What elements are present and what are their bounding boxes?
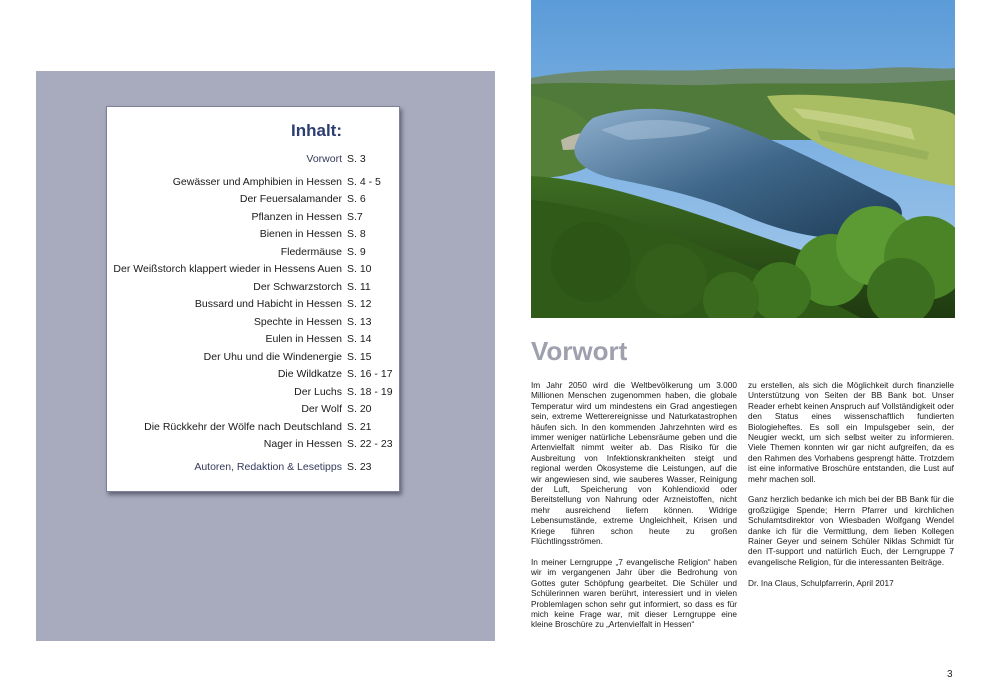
toc-entry-page: S. 6: [347, 193, 366, 205]
toc-entry-title: Pflanzen in Hessen: [251, 211, 342, 223]
toc-entry[interactable]: [107, 401, 401, 417]
toc-entry-page: S. 9: [347, 246, 366, 258]
toc-entry-page: S. 8: [347, 228, 366, 240]
toc-entry-title: Der Feuersalamander: [239, 193, 342, 205]
paragraph: In meiner Lerngruppe „7 evangelische Religion“ haben wir im vergangenen Jahr über die Bedrohung von Gottes guter Schöpfung gearbeitet. Die Schüler und Schülerinnen waren berührt, interessiert und in vielen Problemlagen schon sehr gut informiert, so dass es für mich keine Frage war, mit dieser Lerngruppe eine kleine Broschüre zu „Artenvielfalt in Hessen“: [531, 556, 737, 630]
toc-entry-page: S. 13: [347, 316, 372, 328]
toc-entry-page: S. 4 - 5: [347, 176, 381, 188]
toc-entry-title: Vorwort: [306, 153, 342, 165]
toc-entry-page: S. 14: [347, 333, 372, 345]
toc-entry-page: S. 16 - 17: [347, 368, 393, 380]
toc-entry-title: Fledermäuse: [280, 246, 342, 258]
toc-entry[interactable]: [107, 349, 401, 365]
article-column-1: [531, 380, 737, 640]
toc-entry-title: Nager in Hessen: [263, 438, 342, 450]
toc-entry-title: Autoren, Redaktion & Lesetipps: [194, 461, 342, 473]
toc-entry[interactable]: [107, 296, 401, 312]
toc-entry-title: Der Luchs: [294, 386, 342, 398]
toc-title: Inhalt:: [291, 121, 342, 140]
toc-entry[interactable]: [107, 419, 401, 435]
toc-entry[interactable]: [107, 279, 401, 295]
toc-entry[interactable]: [107, 314, 401, 330]
toc-entry-title: Der Weißstorch klappert wieder in Hessens Auen: [113, 263, 342, 275]
toc-entry[interactable]: [107, 436, 401, 452]
toc-entry-title: Der Wolf: [301, 403, 342, 415]
toc-entry-page: S. 23: [347, 461, 372, 473]
toc-entry-title: Bussard und Habicht in Hessen: [194, 298, 342, 310]
paragraph: zu erstellen, als sich die Möglichkeit durch finanzielle Unterstützung von Seiten der BB Bank bot. Unser Reader erhebt keinen Anspruch auf Vollständigkeit oder den Status eines wissenschaftlich fundierten Biologieheftes. Es soll ein Impulsgeber sein, der Neugier weckt, um sich selbst weiter zu informieren. Viele Themen konnten wir gar nicht aufgreifen, da es den Rahmen des Vorhabens gesprengt hätte. Trotzdem ist eine informative Broschüre entstanden, die Lust auf mehr machen soll.: [748, 380, 954, 484]
toc-entry[interactable]: [107, 261, 401, 277]
toc-entry-title: Eulen in Hessen: [265, 333, 342, 345]
toc-entry[interactable]: [107, 331, 401, 347]
toc-entry[interactable]: [107, 384, 401, 400]
paragraph: Ganz herzlich bedanke ich mich bei der BB Bank für die großzügige Spende; Herrn Pfarrer und kirchlichen Schulamtsdirektor von Wiesbaden Wolfgang Wendel danke ich für die Vermittlung, dem lieben Kollegen Rainer Geyer und seinem Schüler Niklas Schmidt für den IT-support und natürlich Euch, der Lerngruppe 7 evangelische Religion, für die interessanten Beiträge.: [748, 494, 954, 567]
toc-entry-page: S. 3: [347, 153, 366, 165]
paragraph: Im Jahr 2050 wird die Weltbevölkerung um 3.000 Millionen Menschen zugenommen haben, die globale Temperatur wird um mindestens ein Grad angestiegen sein, extreme Wetterereignisse und Naturkatastrophen häufen sich. In den kommenden Jahrzehnten wird es immer weniger natürliche Lebensräume geben und die Artenvielfalt nimmt weiter ab. Das Risiko für die Ausbreitung von Infektionskrankheiten steigt und regional werden Ökosysteme die Leistungen, auf die wir angewiesen sind, wie sauberes Wasser, Reinigung der Luft, Speicherung von Kohlendioxid oder Bereitstellung von Nahrung oder Arzneistoffen, nicht mehr ausreichend liefern können. Widrige Lebensumstände, extreme Ungleichheit, Krisen und Kriege führen schon heute zu großen Flüchtlingsströmen.: [531, 380, 737, 547]
toc-entry[interactable]: [107, 366, 401, 382]
toc-entry-page: S. 15: [347, 351, 372, 363]
toc-entry[interactable]: [107, 459, 401, 475]
toc-entry-page: S. 12: [347, 298, 372, 310]
toc-entry-title: Bienen in Hessen: [259, 228, 342, 240]
toc-entry-page: S. 21: [347, 421, 372, 433]
toc-entry-page: S. 22 - 23: [347, 438, 393, 450]
toc-entry[interactable]: [107, 174, 401, 190]
lake-landscape-photo: [531, 0, 955, 318]
toc-entry-page: S. 20: [347, 403, 372, 415]
toc-entry[interactable]: [107, 244, 401, 260]
table-of-contents: [106, 106, 400, 492]
toc-entry[interactable]: [107, 226, 401, 242]
toc-entry-page: S. 11: [347, 281, 371, 293]
toc-entry-title: Spechte in Hessen: [253, 316, 342, 328]
article-heading: Vorwort: [531, 336, 628, 366]
toc-entry-title: Der Uhu und die Windenergie: [203, 351, 342, 363]
toc-entry-page: S. 10: [347, 263, 372, 275]
toc-entry[interactable]: [107, 209, 401, 225]
toc-entry[interactable]: [107, 151, 401, 167]
toc-entry-page: S.7: [347, 211, 363, 223]
toc-entry-title: Die Rückkehr der Wölfe nach Deutschland: [144, 421, 342, 433]
toc-entry-title: Gewässer und Amphibien in Hessen: [172, 176, 342, 188]
article-column-2: [748, 380, 954, 598]
toc-entry-title: Der Schwarzstorch: [253, 281, 342, 293]
toc-entry-title: Die Wildkatze: [277, 368, 342, 380]
page-number: 3: [947, 669, 953, 680]
signature-line: Dr. Ina Claus, Schulpfarrerin, April 2017: [748, 577, 894, 588]
toc-entry[interactable]: [107, 191, 401, 207]
toc-entry-page: S. 18 - 19: [347, 386, 393, 398]
